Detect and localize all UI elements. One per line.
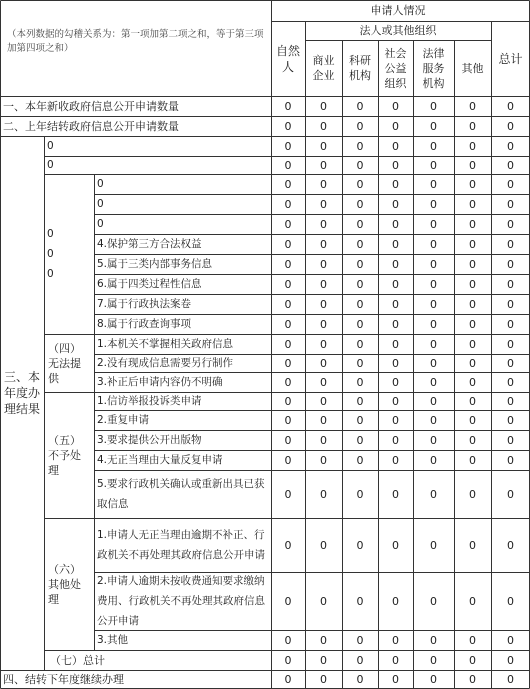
value-cell: 0 [469,197,476,211]
value-cell: 0 [320,633,327,647]
g4-item: 2.没有现成信息需要另行制作 [97,357,234,369]
value-cell: 0 [356,538,364,552]
value-cell: 0 [356,594,364,608]
value-cell: 0 [469,375,476,389]
g3-item: 6.属于四类过程性信息 [97,278,202,290]
row-label-r2: 0 [47,159,54,171]
group6-label: （六）其他处理 [48,562,81,606]
value-cell: 0 [469,453,476,467]
value-cell: 0 [469,594,476,608]
value-cell: 0 [320,277,327,291]
g5-item: 2.重复申请 [97,414,150,426]
value-cell: 0 [430,594,437,608]
value-cell: 0 [507,633,514,647]
value-cell: 0 [430,139,437,153]
col-natural-person: 自然人 [275,43,300,74]
value-cell: 0 [284,538,292,552]
value-cell: 0 [284,277,292,291]
value-cell: 0 [430,277,437,291]
value-cell: 0 [392,119,399,133]
value-cell: 0 [284,197,292,211]
value-cell: 0 [507,99,514,113]
value-cell: 0 [430,487,437,501]
value-cell: 0 [320,177,327,191]
value-cell: 0 [469,177,476,191]
value-cell: 0 [507,375,514,389]
value-cell: 0 [392,538,399,552]
col-other: 其他 [461,61,484,75]
value-cell: 0 [284,297,292,311]
value-cell: 0 [284,99,292,113]
value-cell: 0 [392,653,399,667]
value-cell: 0 [320,237,327,251]
value-cell: 0 [430,653,437,667]
value-cell: 0 [430,99,437,113]
g6-item: 3.其他 [97,634,129,646]
value-cell: 0 [469,433,476,447]
value-cell: 0 [430,356,437,370]
value-cell: 0 [469,217,476,231]
value-cell: 0 [507,139,514,153]
value-cell: 0 [507,433,514,447]
value-cell: 0 [392,337,399,351]
value-cell: 0 [430,375,437,389]
col-research-institution: 科研机构 [349,54,371,82]
g3-item: 0 [97,218,104,230]
value-cell: 0 [430,297,437,311]
g5-item: 4.无正当理由大量反复申请 [97,454,223,466]
value-cell: 0 [469,99,476,113]
value-cell: 0 [320,356,327,370]
row-label-results: 三、本年度办理结果 [4,370,41,416]
value-cell: 0 [392,394,399,408]
value-cell: 0 [392,217,399,231]
value-cell: 0 [356,633,364,647]
value-cell: 0 [320,217,327,231]
value-cell: 0 [320,197,327,211]
value-cell: 0 [430,394,437,408]
value-cell: 0 [507,197,514,211]
value-cell: 0 [469,317,476,331]
value-cell: 0 [320,487,327,501]
value-cell: 0 [356,356,364,370]
value-cell: 0 [356,217,364,231]
value-cell: 0 [320,139,327,153]
value-cell: 0 [392,99,399,113]
g6-item: 2.申请人逾期未按收费通知要求缴纳费用、行政机关不再处理其政府信息公开申请 [97,575,265,627]
value-cell: 0 [356,375,364,389]
value-cell: 0 [320,158,327,172]
value-cell: 0 [284,433,292,447]
value-cell: 0 [320,337,327,351]
row-label-carry-forward: 四、结转下年度继续办理 [3,673,124,686]
value-cell: 0 [430,673,437,686]
value-cell: 0 [320,297,327,311]
value-cell: 0 [392,139,399,153]
value-cell: 0 [507,277,514,291]
row-label-new-requests: 一、本年新收政府信息公开申请数量 [3,99,179,113]
table-note: （本列数据的勾稽关系为：第一项加第二项之和，等于第三项加第四项之和） [7,29,264,54]
applicant-info-header: 申请人情况 [370,4,426,17]
value-cell: 0 [469,673,476,686]
value-cell: 0 [284,356,292,370]
value-cell: 0 [284,317,292,331]
value-cell: 0 [430,257,437,271]
g5-item: 5.要求行政机关确认或重新出具已获取信息 [97,478,265,510]
value-cell: 0 [507,653,514,667]
value-cell: 0 [356,653,364,667]
value-cell: 0 [507,487,514,501]
value-cell: 0 [284,177,292,191]
value-cell: 0 [356,394,364,408]
value-cell: 0 [320,119,327,133]
value-cell: 0 [356,257,364,271]
value-cell: 0 [284,237,292,251]
value-cell: 0 [430,158,437,172]
value-cell: 0 [284,487,292,501]
g3-item: 0 [97,178,104,190]
value-cell: 0 [430,453,437,467]
value-cell: 0 [507,337,514,351]
value-cell: 0 [469,356,476,370]
value-cell: 0 [284,653,292,667]
value-cell: 0 [507,673,514,686]
value-cell: 0 [469,119,476,133]
value-cell: 0 [392,297,399,311]
value-cell: 0 [320,317,327,331]
value-cell: 0 [356,487,364,501]
value-cell: 0 [507,217,514,231]
value-cell: 0 [320,653,327,667]
group5-label: （五）不予处理 [48,433,81,477]
value-cell: 0 [469,277,476,291]
g5-item: 1.信访举报投诉类申请 [97,395,202,407]
value-cell: 0 [430,217,437,231]
value-cell: 0 [356,433,364,447]
value-cell: 0 [469,413,476,427]
value-cell: 0 [392,375,399,389]
value-cell: 0 [430,633,437,647]
g6-item: 1.申请人无正当理由逾期不补正、行政机关不再处理其政府信息公开申请 [97,529,265,561]
value-cell: 0 [469,139,476,153]
value-cell: 0 [469,633,476,647]
value-cell: 0 [507,453,514,467]
value-cell: 0 [392,594,399,608]
value-cell: 0 [356,297,364,311]
value-cell: 0 [469,653,476,667]
value-cell: 0 [392,237,399,251]
g3-item: 8.属于行政查询事项 [97,318,192,330]
value-cell: 0 [430,337,437,351]
value-cell: 0 [392,158,399,172]
g3-item: 5.属于三类内部事务信息 [97,258,213,270]
value-cell: 0 [356,673,364,686]
value-cell: 0 [356,337,364,351]
value-cell: 0 [284,375,292,389]
value-cell: 0 [469,394,476,408]
value-cell: 0 [284,673,292,686]
value-cell: 0 [507,317,514,331]
value-cell: 0 [356,99,364,113]
value-cell: 0 [507,177,514,191]
g5-item: 3.要求提供公开出版物 [97,434,202,446]
value-cell: 0 [320,453,327,467]
value-cell: 0 [469,237,476,251]
value-cell: 0 [392,317,399,331]
value-cell: 0 [469,487,476,501]
group3-label: 0 0 0 [47,228,54,280]
value-cell: 0 [320,375,327,389]
value-cell: 0 [356,158,364,172]
value-cell: 0 [507,538,514,552]
value-cell: 0 [430,237,437,251]
row-label-total: （七）总计 [50,653,105,667]
col-commercial-enterprise: 商业企业 [312,54,335,82]
value-cell: 0 [430,413,437,427]
legal-entity-header: 法人或其他组织 [359,24,437,37]
value-cell: 0 [284,594,292,608]
value-cell: 0 [392,356,399,370]
value-cell: 0 [507,158,514,172]
value-cell: 0 [284,394,292,408]
value-cell: 0 [356,119,364,133]
value-cell: 0 [430,538,437,552]
value-cell: 0 [507,594,514,608]
value-cell: 0 [392,197,399,211]
value-cell: 0 [507,356,514,370]
col-legal-service-org: 法律服务机构 [422,46,445,90]
value-cell: 0 [507,257,514,271]
value-cell: 0 [356,237,364,251]
value-cell: 0 [320,594,327,608]
value-cell: 0 [392,673,399,686]
value-cell: 0 [284,257,292,271]
value-cell: 0 [356,413,364,427]
value-cell: 0 [469,257,476,271]
row-label-carried-over: 二、上年结转政府信息公开申请数量 [3,119,179,133]
value-cell: 0 [430,433,437,447]
value-cell: 0 [430,177,437,191]
value-cell: 0 [284,453,292,467]
value-cell: 0 [356,317,364,331]
row-label-r1: 0 [47,140,54,152]
group4-label: （四）无法提供 [48,341,81,385]
value-cell: 0 [392,633,399,647]
value-cell: 0 [392,413,399,427]
value-cell: 0 [356,277,364,291]
value-cell: 0 [356,453,364,467]
value-cell: 0 [392,453,399,467]
value-cell: 0 [356,139,364,153]
value-cell: 0 [392,487,399,501]
value-cell: 0 [320,673,327,686]
col-total: 总计 [498,51,523,66]
value-cell: 0 [284,337,292,351]
value-cell: 0 [507,413,514,427]
value-cell: 0 [284,633,292,647]
g4-item: 3.补正后申请内容仍不明确 [97,376,223,388]
value-cell: 0 [430,317,437,331]
value-cell: 0 [320,433,327,447]
value-cell: 0 [469,297,476,311]
g4-item: 1.本机关不掌握相关政府信息 [97,338,234,350]
value-cell: 0 [320,257,327,271]
value-cell: 0 [392,277,399,291]
value-cell: 0 [320,99,327,113]
value-cell: 0 [392,177,399,191]
value-cell: 0 [320,394,327,408]
value-cell: 0 [320,413,327,427]
g3-item: 4.保护第三方合法权益 [97,238,202,250]
value-cell: 0 [284,119,292,133]
value-cell: 0 [284,217,292,231]
value-cell: 0 [507,394,514,408]
value-cell: 0 [392,433,399,447]
value-cell: 0 [469,158,476,172]
g3-item: 0 [97,198,104,210]
value-cell: 0 [469,538,476,552]
value-cell: 0 [430,197,437,211]
g3-item: 7.属于行政执法案卷 [97,298,192,310]
value-cell: 0 [284,139,292,153]
value-cell: 0 [392,257,399,271]
value-cell: 0 [507,297,514,311]
value-cell: 0 [507,119,514,133]
value-cell: 0 [356,197,364,211]
col-public-welfare-org: 社会公益组织 [384,46,407,90]
value-cell: 0 [469,337,476,351]
value-cell: 0 [507,237,514,251]
value-cell: 0 [356,177,364,191]
value-cell: 0 [430,119,437,133]
value-cell: 0 [320,538,327,552]
value-cell: 0 [284,413,292,427]
value-cell: 0 [284,158,292,172]
